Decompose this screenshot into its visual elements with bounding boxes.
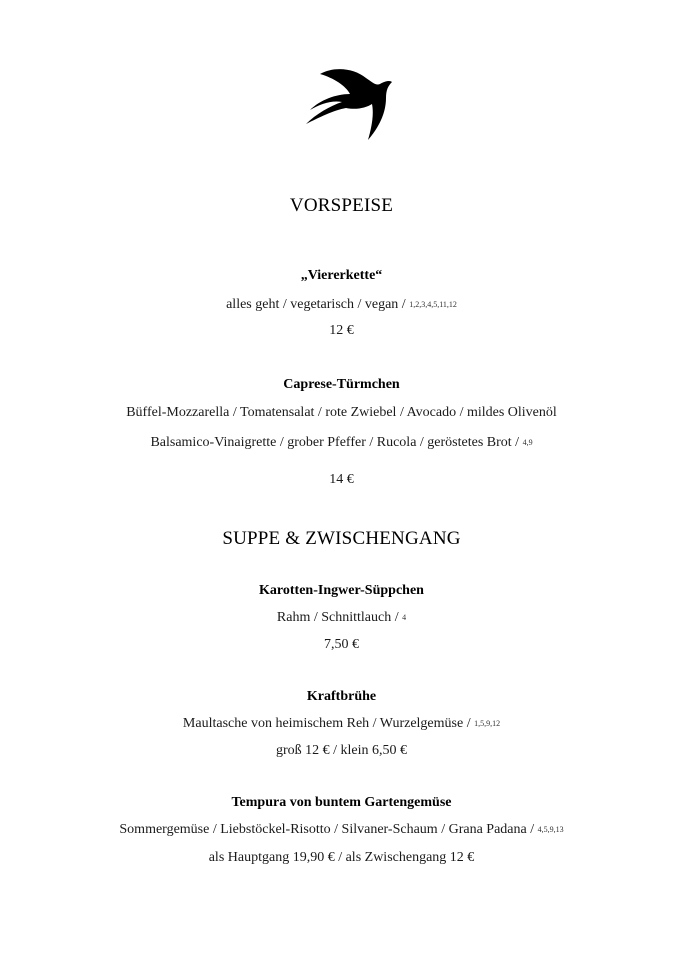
allergen-codes: 4,5,9,13: [537, 825, 564, 834]
dish-price: als Hauptgang 19,90 € / als Zwischengang 12 €: [208, 850, 475, 865]
dish-description: [0, 716, 683, 732]
dish-price: 14 €: [329, 472, 354, 487]
dish-description: [0, 610, 683, 626]
description-text: Rahm / Schnittlauch /: [276, 610, 399, 625]
dish-title-kraftbruehe: Kraftbrühe: [306, 689, 377, 704]
allergen-codes: 1,5,9,12: [474, 719, 501, 728]
dish-description: [0, 297, 683, 313]
dish-price: 12 €: [329, 323, 354, 338]
swallow-icon: [306, 64, 392, 142]
section-heading-suppe: SUPPE & ZWISCHENGANG: [222, 528, 461, 549]
section-heading-vorspeise: VORSPEISE: [289, 195, 394, 216]
allergen-codes: 1,2,3,4,5,11,12: [409, 300, 457, 309]
description-text: Sommergemüse / Liebstöckel-Risotto / Silvaner-Schaum / Grana Padana /: [119, 822, 535, 837]
dish-description: [0, 822, 683, 838]
dish-title-tempura: Tempura von buntem Gartengemüse: [231, 795, 452, 810]
dish-title-viererkette: „Viererkette“: [300, 268, 383, 283]
description-text: alles geht / vegetarisch / vegan /: [226, 297, 406, 312]
description-text: Büffel-Mozzarella / Tomatensalat / rote Zwiebel / Avocado / mildes Olivenöl: [126, 405, 557, 420]
dish-description: [0, 435, 683, 451]
description-text: Balsamico-Vinaigrette / grober Pfeffer / Rucola / geröstetes Brot /: [150, 435, 520, 450]
dish-title-caprese: Caprese-Türmchen: [283, 377, 400, 392]
dish-price: groß 12 € / klein 6,50 €: [275, 743, 408, 758]
description-text: Maultasche von heimischem Reh / Wurzelgemüse /: [182, 716, 471, 731]
dish-title-karotten: Karotten-Ingwer-Süppchen: [259, 583, 424, 598]
dish-price: 7,50 €: [324, 637, 359, 652]
dish-description: [0, 405, 683, 421]
allergen-codes: 4: [402, 613, 407, 622]
allergen-codes: 4,9: [522, 438, 533, 447]
